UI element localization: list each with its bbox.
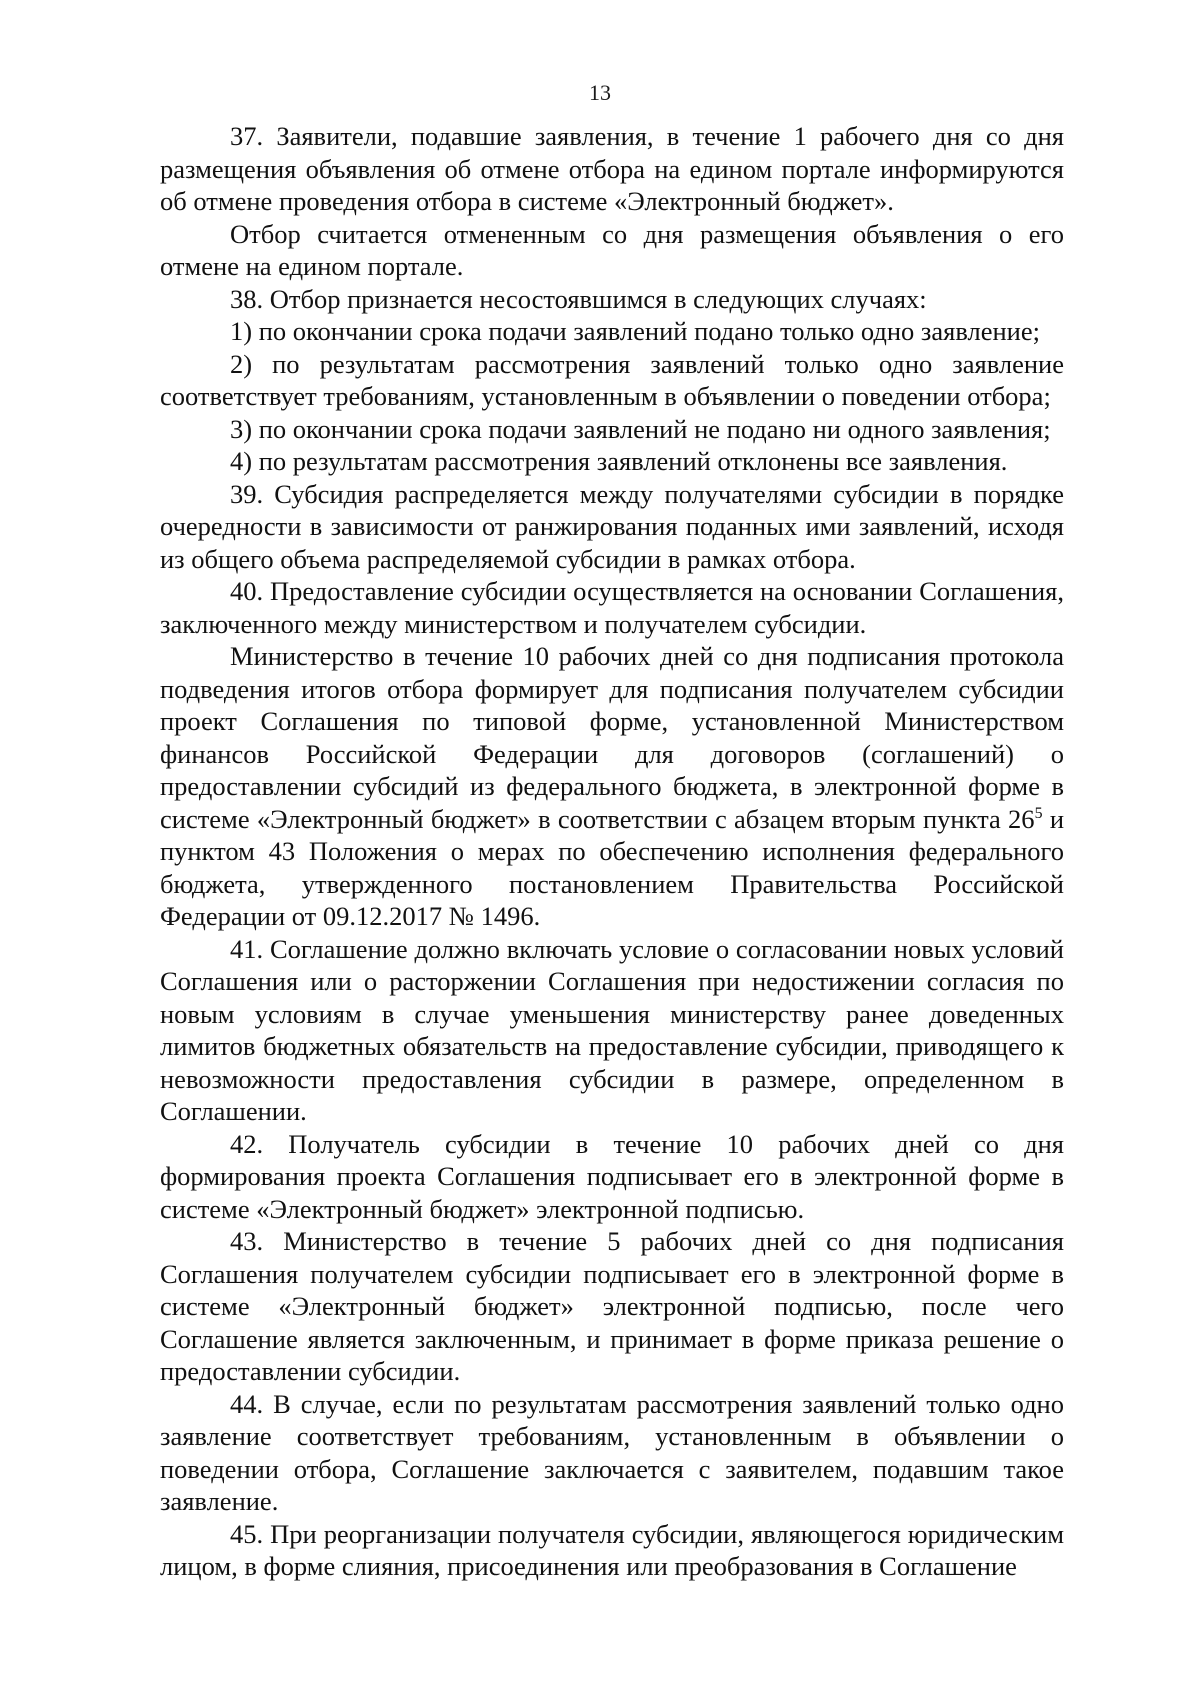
list-item-38-4: 4) по результатам рассмотрения заявлений отклонены все заявления. <box>230 446 1008 476</box>
paragraph-40-text-before: Министерство в течение 10 рабочих дней со дня подписания протокола подведения итогов отбора формирует для подписания получателем субсидии проект Соглашения по типовой форме, установленной Министерством финансов Российской Федерации для договоров (соглашений) о предоставлении субсидий из федерального бюджета, в электронной форме в системе «Электронный бюджет» в соответствии с абзацем вторым пункта 26 <box>160 641 1064 834</box>
paragraph-40: 40. Предоставление субсидии осуществляется на основании Соглашения, заключенного между министерством и получателем субсидии. <box>160 576 1064 639</box>
paragraph-40-text-after: и пунктом 43 Положения о мерах по обеспечению исполнения федерального бюджета, утвержденного постановлением Правительства Российской Федерации от 09.12.2017 № 1496. <box>160 803 1064 931</box>
footnote-superscript: 5 <box>1034 804 1043 822</box>
paragraph-40-continuation <box>160 640 1064 933</box>
paragraph-43: 43. Министерство в течение 5 рабочих дней со дня подписания Соглашения получателем субсидии подписывает его в электронной форме в системе «Электронный бюджет» электронной подписью, после чего Соглашение является заключенным, и принимает в форме приказа решение о предоставлении субсидии. <box>160 1226 1064 1386</box>
paragraph-41: 41. Соглашение должно включать условие о согласовании новых условий Соглашения или о расторжении Соглашения при недостижении согласия по новым условиям в случае уменьшения министерству ранее доведенных лимитов бюджетных обязательств на предоставление субсидии, приводящего к невозможности предоставления субсидии в размере, определенном в Соглашении. <box>160 933 1064 1126</box>
paragraph-39: 39. Субсидия распределяется между получателями субсидии в порядке очередности в зависимости от ранжирования поданных ими заявлений, исходя из общего объема распределяемой субсидии в рамках отбора. <box>160 478 1064 574</box>
document-body <box>160 120 1064 1583</box>
paragraph-45: 45. При реорганизации получателя субсидии, являющегося юридическим лицом, в форме слияния, присоединения или преобразования в Соглашение <box>160 1518 1064 1581</box>
paragraph-42: 42. Получатель субсидии в течение 10 рабочих дней со дня формирования проекта Соглашения подписывает его в электронной форме в системе «Электронный бюджет» электронной подписью. <box>160 1128 1064 1224</box>
list-item-38-1: 1) по окончании срока подачи заявлений подано только одно заявление; <box>230 316 1040 346</box>
list-item-38-3: 3) по окончании срока подачи заявлений не подано ни одного заявления; <box>230 413 1051 444</box>
paragraph-44: 44. В случае, если по результатам рассмотрения заявлений только одно заявление соответствует требованиям, установленным в объявлении о поведении отбора, Соглашение заключается с заявителем, подавшим такое заявление. <box>160 1388 1064 1516</box>
paragraph-37-continuation: Отбор считается отмененным со дня размещения объявления о его отмене на едином портале. <box>160 218 1064 281</box>
paragraph-37: 37. Заявители, подавшие заявления, в течение 1 рабочего дня со дня размещения объявления об отмене отбора на едином портале информируются об отмене проведения отбора в системе «Электронный бюджет». <box>160 121 1064 216</box>
page-number: 13 <box>589 80 611 105</box>
paragraph-38: 38. Отбор признается несостоявшимся в следующих случаях: <box>230 283 927 314</box>
list-item-38-2: 2) по результатам рассмотрения заявлений только одно заявление соответствует требованиям, установленным в объявлении о поведении отбора; <box>160 348 1064 411</box>
